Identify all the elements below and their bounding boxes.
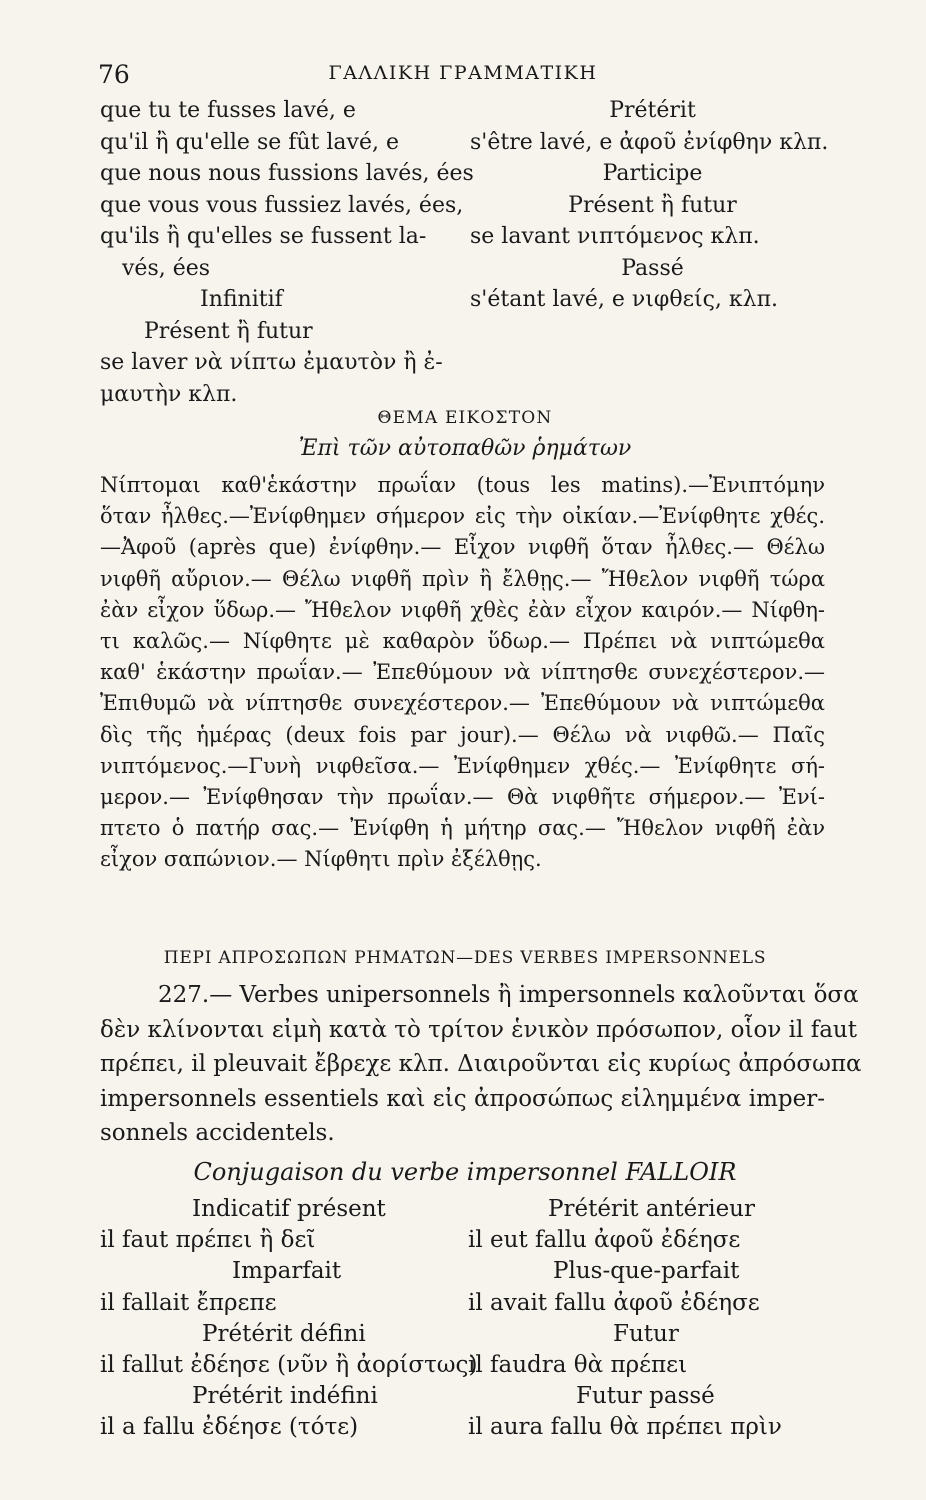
conj-line: il faut πρέπει ἢ δεῖ — [100, 1227, 316, 1254]
text-line: ὅταν ἦλθες.—Ἐνίφθημεν σήμερον εἰς τὴν οἰκίαν.—Ἐνίφθητε χθές. — [100, 504, 825, 529]
conj-line: il avait fallu ἀφοῦ ἐδέησε — [468, 1289, 760, 1316]
conj-line: vés, ées — [122, 255, 211, 281]
tense-heading: Plus-que-parfait — [553, 1258, 740, 1285]
tense-heading: Futur passé — [576, 1383, 715, 1410]
conj-line: se laver νὰ νίπτω ἐμαυτὸν ἢ ἐ- — [100, 350, 443, 375]
text-line: τι καλῶς.— Νίφθητε μὲ καθαρὸν ὕδωρ.— Πρέπει νὰ νιπτώμεθα — [100, 628, 825, 653]
tense-heading: Présent ἢ futur — [568, 192, 737, 218]
tense-heading: Passé — [621, 255, 684, 281]
conj-line: s'étant lavé, e νιφθείς, κλπ. — [470, 287, 779, 312]
conj-line: il aura fallu θὰ πρέπει πρὶν — [468, 1414, 782, 1441]
text-line: 227.— Verbes unipersonnels ἢ impersonnels καλοῦνται ὅσα — [158, 982, 859, 1008]
text-line: ἐὰν εἶχον ὕδωρ.— Ἤθελον νιφθῆ χθὲς ἐὰν εἶχον καιρόν.— Νίφθη- — [100, 597, 825, 622]
page-number: 76 — [98, 60, 130, 89]
theme-title: ΘΕΜΑ ΕΙΚΟΣΤΟΝ — [377, 408, 553, 428]
text-line: νιπτόμενος.—Γυνὴ νιφθεῖσα.— Ἐνίφθημεν χθές.— Ἐνίφθητε σή- — [100, 753, 825, 778]
tense-heading: Prétérit défini — [202, 1320, 366, 1347]
text-line: νιφθῆ αὔριον.— Θέλω νιφθῆ πρὶν ἢ ἔλθῃς.— Ἤθελον νιφθῆ τώρα — [100, 566, 825, 591]
conj-line: il a fallu ἐδέησε (τότε) — [100, 1414, 359, 1441]
text-line: μερον.— Ἐνίφθησαν τὴν πρωΐαν.— Θὰ νιφθῆτε σήμερον.— Ἐνί- — [100, 784, 825, 809]
conj-line: s'être lavé, e ἀφοῦ ἐνίφθην κλπ. — [470, 129, 829, 155]
conj-line: il eut fallu ἀφοῦ ἐδέησε — [468, 1227, 741, 1254]
conj-line: que nous nous fussions lavés, ées — [100, 161, 474, 186]
tense-heading: Futur — [613, 1320, 679, 1347]
conj-line: il fallut ἐδέησε (νῦν ἢ ἀορίστως) — [100, 1351, 478, 1378]
mood-heading: Participe — [602, 161, 703, 186]
text-line: sonnels accidentels. — [100, 1120, 335, 1146]
conj-line: se lavant νιπτόμενος κλπ. — [470, 224, 760, 249]
page-header — [0, 60, 926, 94]
conj-line: que tu te fusses lavé, e — [100, 98, 356, 123]
running-title: ΓΑΛΛΙΚΗ ΓΡΑΜΜΑΤΙΚΗ — [328, 62, 598, 84]
mood-heading: Infinitif — [200, 287, 283, 312]
text-line: καθ' ἑκάστην πρωΐαν.— Ἐπεθύμουν νὰ νίπτησθε συνεχέστερον.— — [100, 660, 825, 685]
text-line: —Ἀφοῦ (après que) ἐνίφθην.— Εἶχον νιφθῆ ὅταν ἦλθες.— Θέλω — [100, 535, 825, 560]
conj-line: il faudra θὰ πρέπει — [468, 1351, 688, 1378]
right-column — [468, 1194, 840, 1444]
tense-heading: Prétérit antérieur — [548, 1196, 755, 1222]
text-line: δὶς τῆς ἡμέρας (deux fois par jour).— Θέλω νὰ νιφθῶ.— Παῖς — [100, 722, 825, 747]
text-line: εἶχον σαπώνιον.— Νίφθητι πρὶν ἐξέλθῃς. — [100, 847, 542, 872]
paragraph-227 — [100, 978, 862, 1151]
text-line: impersonnels essentiels καὶ εἰς ἀπροσώπως εἰλημμένα imper- — [100, 1085, 825, 1112]
tense-heading: Imparfait — [232, 1258, 342, 1285]
conjugation-title: Conjugaison du verbe impersonnel FALLOIR — [193, 1158, 737, 1186]
text-line: Ἐπιθυμῶ νὰ νίπτησθε συνεχέστερον.— Ἐπεθύμουν νὰ νιπτώμεθα — [100, 691, 825, 716]
theme-subtitle: Ἐπὶ τῶν αὐτοπαθῶν ῥημάτων — [298, 436, 632, 461]
left-column — [100, 1194, 478, 1444]
tense-heading: Indicatif présent — [192, 1196, 386, 1222]
tense-heading: Prétérit indéfini — [192, 1383, 378, 1410]
exercise-text — [100, 470, 825, 875]
text-line: πτετο ὁ πατήρ σας.— Ἐνίφθη ἡ μήτηρ σας.— Ἤθελον νιφθῆ ἐὰν — [100, 816, 825, 841]
right-column — [470, 95, 835, 316]
left-column — [100, 95, 474, 410]
conj-line: qu'ils ἢ qu'elles se fussent la- — [100, 224, 427, 249]
section-heading: ΠΕΡΙ ΑΠΡΟΣΩΠΩΝ ΡΗΜΑΤΩΝ—DES VERBES IMPERSONNELS — [163, 948, 767, 968]
text-line: δὲν κλίνονται εἰμὴ κατὰ τὸ τρίτον ἑνικὸν πρόσωπον, οἷον il faut — [100, 1016, 857, 1043]
conj-line: il fallait ἔπρεπε — [100, 1289, 277, 1316]
text-line: πρέπει, il pleuvait ἔβρεχε κλπ. Διαιροῦνται εἰς κυρίως ἀπρόσωπα — [100, 1051, 862, 1077]
reflexive-conjugation-block — [100, 95, 830, 407]
tense-heading: Prétérit — [609, 98, 696, 123]
text-line: Νίπτομαι καθ'ἑκάστην πρωΐαν (tous les matins).—Ἐνιπτόμην — [100, 473, 825, 497]
conj-line: qu'il ἢ qu'elle se fût lavé, e — [100, 129, 399, 155]
tense-heading: Présent ἢ futur — [144, 318, 313, 344]
conj-line: μαυτὴν κλπ. — [100, 381, 238, 407]
conj-line: que vous vous fussiez lavés, ées, — [100, 192, 464, 218]
